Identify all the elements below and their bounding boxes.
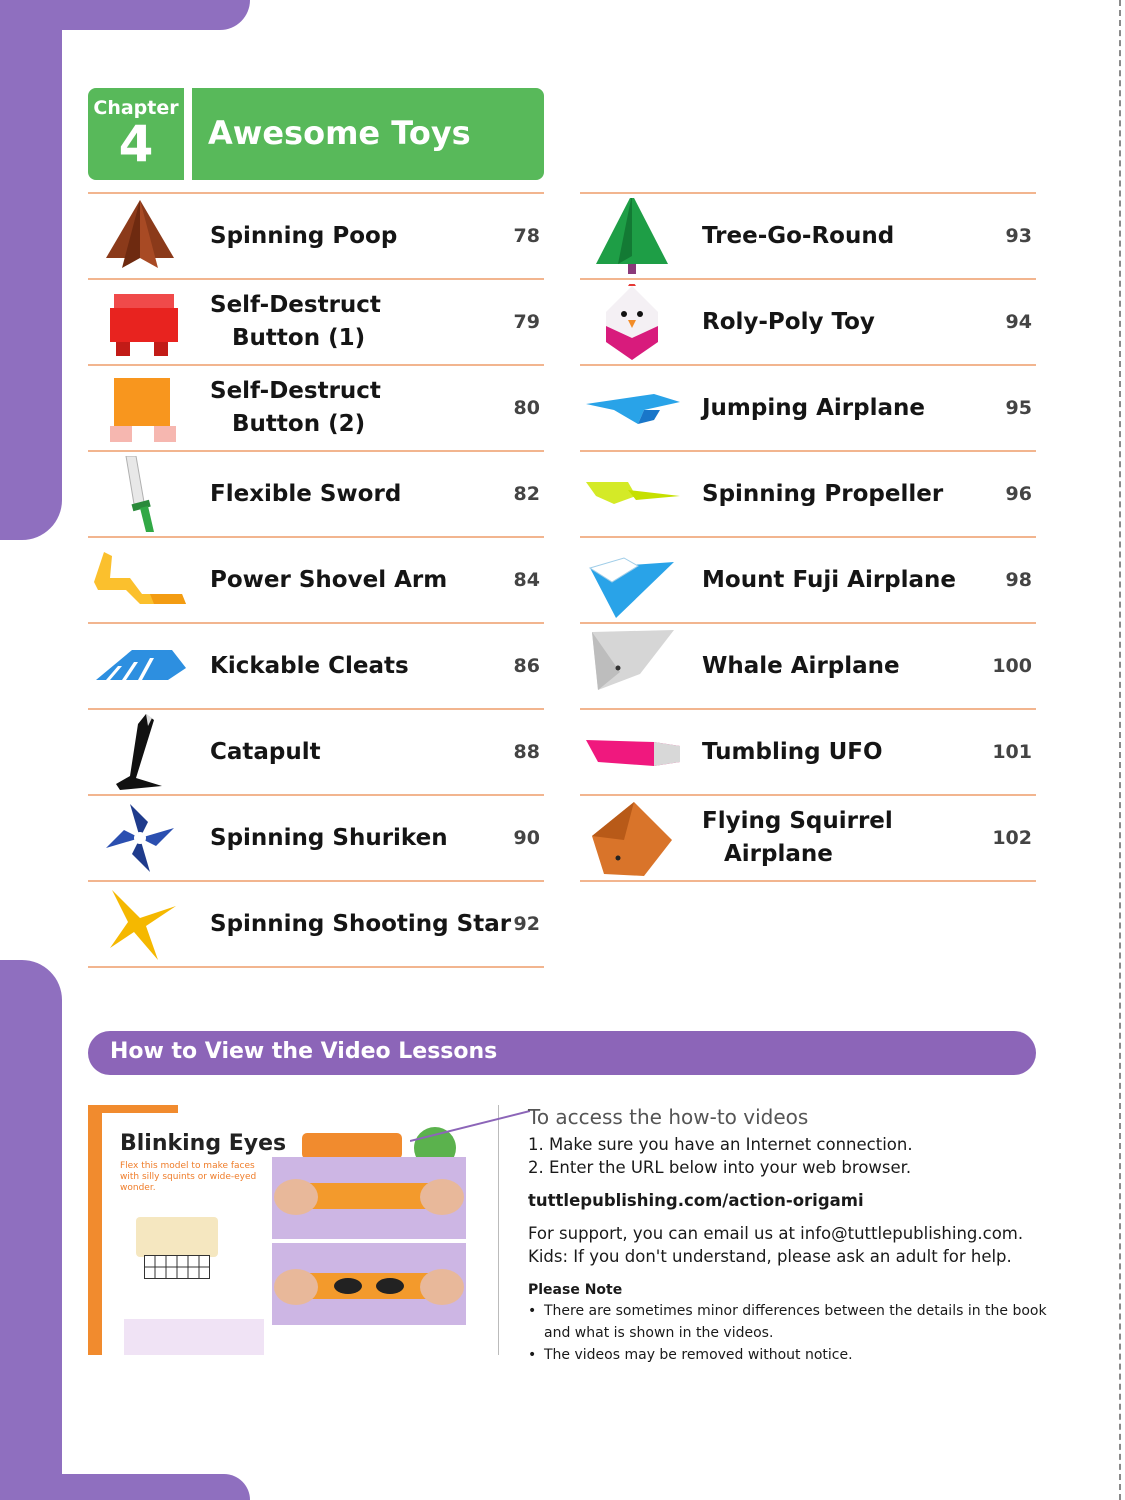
blue-airplane-icon [584,370,680,446]
toc-entry[interactable] [88,708,544,794]
contents-right-column [580,192,1036,882]
toc-entry[interactable] [88,880,544,968]
chapter-badge [88,88,184,180]
video-section-header [88,1031,1036,1075]
preview-photo-hands-2 [272,1243,466,1325]
toc-page: 86 [513,655,540,677]
sword-icon [92,456,188,532]
toc-title: Tree-Go-Round [702,222,895,249]
toc-page: 101 [992,741,1032,763]
toc-entry[interactable] [88,192,544,278]
note-item: • There are sometimes minor differences between the details in the book and what is shown in the videos. [528,1303,1047,1341]
toc-page: 102 [992,827,1032,849]
toc-entry[interactable] [580,278,1036,364]
preview-title: Blinking Eyes [120,1131,287,1156]
chapter-number: 4 [118,115,154,173]
toc-title: Spinning Poop [210,222,398,249]
toc-entry[interactable] [88,536,544,622]
toc-title: Jumping Airplane [702,394,925,421]
toc-title: Spinning Shooting Star [210,910,512,937]
toc-page: 92 [513,913,540,935]
chapter-label: Chapter [93,97,179,119]
toc-page: 96 [1005,483,1032,505]
toc-page: 98 [1005,569,1032,591]
toc-page: 88 [513,741,540,763]
instruction-step: 2. Enter the URL below into your web browser. [528,1158,912,1177]
note-item: • The videos may be removed without notice. [528,1347,853,1363]
toc-page: 95 [1005,397,1032,419]
toc-title: Spinning Shuriken [210,824,448,851]
hands-icon [272,1157,466,1239]
preview-orange-band [88,1105,102,1355]
squirrel-airplane-icon [584,800,680,876]
toc-title: Power Shovel Arm [210,566,448,593]
toc-entry[interactable] [580,364,1036,450]
roly-poly-icon [584,284,680,360]
orange-button-icon [92,370,188,446]
note-text: There are sometimes minor differences between the details in the book and what is shown in the videos. [544,1303,1047,1341]
left-tab-top [0,0,62,540]
bottom-purple-band [0,1474,250,1500]
preview-paper-strip [124,1319,264,1355]
preview-card [136,1217,218,1257]
toc-title-line2: Button (1) [232,325,366,351]
star-icon [92,886,188,962]
toc-title: Kickable Cleats [210,652,409,679]
toc-page: 78 [513,225,540,247]
video-url-link[interactable]: tuttlepublishing.com/action-origami [528,1191,864,1210]
red-button-icon [92,284,188,360]
toc-title: Self-Destruct [210,292,381,318]
shuriken-icon [92,800,188,876]
top-purple-band [0,0,250,30]
toc-entry[interactable] [580,708,1036,794]
catapult-icon [92,714,188,790]
pointer-line [410,1105,530,1145]
toc-page: 93 [1005,225,1032,247]
toc-page: 94 [1005,311,1032,333]
instruction-step: 1. Make sure you have an Internet connection. [528,1135,913,1154]
propeller-icon [584,456,680,532]
toc-title-line2: Airplane [724,841,833,867]
kids-text: Kids: If you don't understand, please ask an adult for help. [528,1247,1012,1266]
blinking-eyes-icon [272,1243,466,1325]
toc-entry[interactable] [580,450,1036,536]
chapter-title-bar [192,88,544,180]
preview-photo-hands-1 [272,1157,466,1239]
contents-left-column [88,192,544,968]
toc-title: Catapult [210,738,321,765]
video-instructions [528,1105,1048,1366]
toc-entry[interactable] [88,450,544,536]
cut-line [1119,0,1121,1500]
instructions-heading: To access the how-to videos [528,1105,809,1129]
toc-page: 100 [992,655,1032,677]
preview-callout [302,1133,402,1159]
preview-orange-topband [88,1105,178,1113]
tree-icon [584,198,680,274]
video-section-title: How to View the Video Lessons [110,1039,498,1064]
toc-entry[interactable] [88,278,544,364]
note-text: The videos may be removed without notice. [544,1347,853,1363]
toc-entry[interactable] [580,192,1036,278]
cleat-icon [92,628,188,704]
toc-title: Flying Squirrel [702,808,893,834]
toc-entry[interactable] [580,622,1036,708]
note-heading: Please Note [528,1282,623,1298]
toc-page: 80 [513,397,540,419]
brown-poop-icon [92,198,188,274]
support-text: For support, you can email us at info@tuttlepublishing.com. [528,1224,1024,1243]
toc-title: Self-Destruct [210,378,381,404]
toc-title: Flexible Sword [210,480,402,507]
toc-page: 82 [513,483,540,505]
toc-entry[interactable] [88,364,544,450]
toc-title: Tumbling UFO [702,738,883,765]
whale-airplane-icon [584,628,680,704]
toc-page: 90 [513,827,540,849]
toc-entry[interactable] [88,794,544,880]
toc-title: Roly-Poly Toy [702,308,875,335]
left-tab-bottom [0,960,62,1500]
preview-grid-icon [144,1255,210,1279]
preview-subtitle: Flex this model to make faces with silly squints or wide-eyed wonder. [120,1161,257,1193]
toc-title: Mount Fuji Airplane [702,566,957,593]
ufo-icon [584,714,680,790]
toc-page: 79 [513,311,540,333]
toc-entry[interactable] [580,536,1036,622]
shovel-arm-icon [92,542,188,618]
toc-title: Whale Airplane [702,652,900,679]
toc-page: 84 [513,569,540,591]
toc-title: Spinning Propeller [702,480,944,507]
toc-title-line2: Button (2) [232,411,366,437]
fuji-airplane-icon [584,542,680,618]
toc-entry[interactable] [88,622,544,708]
chapter-title: Awesome Toys [208,114,471,152]
toc-entry[interactable] [580,794,1036,882]
